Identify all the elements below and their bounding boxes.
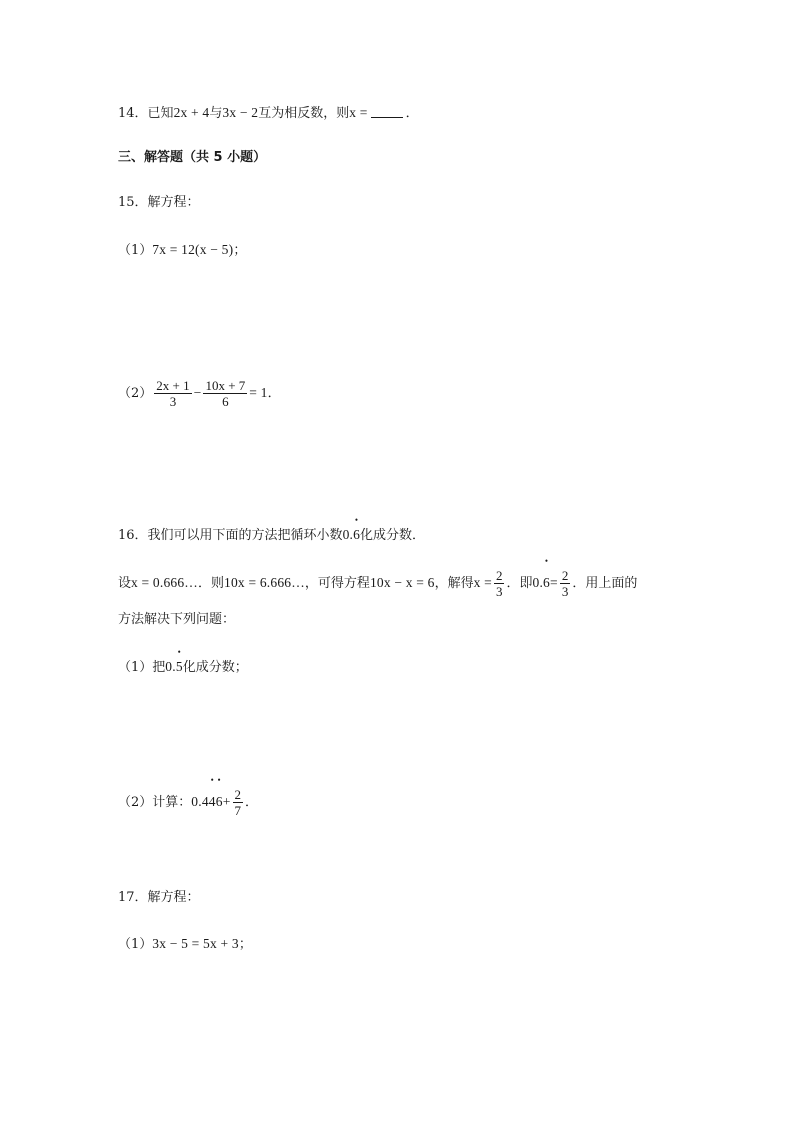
text: 化成分数．	[360, 528, 426, 543]
text: 化成分数；	[182, 660, 248, 675]
question-14	[118, 103, 419, 124]
decimal-part: 0.	[342, 527, 354, 542]
math-expression: x =	[473, 575, 492, 590]
denominator: 7	[234, 803, 242, 818]
question-number: 15．	[118, 195, 148, 210]
answer-blank	[371, 104, 403, 118]
repeat-dot: •	[177, 647, 181, 657]
numerator: 2	[561, 568, 569, 583]
question-17-part-1	[118, 934, 252, 955]
math-expression: 10x − x = 6	[369, 575, 435, 590]
part-label: （1）	[118, 660, 153, 675]
question-16-part-2	[118, 775, 259, 820]
repeating-decimal	[165, 647, 183, 674]
digit: 6	[543, 575, 550, 590]
repeat-dot: •	[544, 556, 549, 566]
question-stem: 解方程：	[147, 195, 200, 210]
repeating-decimal	[532, 556, 550, 590]
text: ，可得方程	[304, 576, 370, 591]
decimal-part: 0.	[532, 575, 544, 590]
text: ，解得	[434, 576, 474, 591]
math-expression: = 1	[249, 385, 268, 400]
question-16-line-3: 方法解决下列问题：	[118, 612, 236, 627]
punctuation: ；	[238, 937, 252, 952]
repeating-digit	[175, 647, 183, 677]
punctuation: ．	[245, 795, 259, 810]
question-15	[118, 193, 200, 213]
part-label: （2）	[118, 795, 153, 810]
math-expression: 3x − 2	[222, 105, 259, 120]
equation: 7x = 12(x − 5)	[152, 242, 234, 257]
digit: 5	[175, 659, 183, 674]
text: 互为相反数，则	[258, 106, 350, 121]
punctuation: ．	[267, 386, 281, 401]
operator: +	[222, 794, 231, 809]
digit: 4	[208, 794, 216, 809]
math-expression: x = 0.666…	[131, 575, 199, 590]
digit: 6	[215, 794, 223, 809]
text: ．则	[198, 576, 225, 591]
fraction	[494, 568, 505, 599]
denominator: 6	[222, 394, 229, 409]
operator: −	[193, 385, 202, 400]
denominator: 3	[561, 584, 569, 599]
math-expression: 2x + 4	[173, 105, 210, 120]
text: 计算：	[152, 795, 192, 810]
math-expression: 10x = 6.666…	[224, 575, 305, 590]
repeating-decimal	[342, 515, 361, 542]
text: 设	[118, 576, 132, 591]
repeat-dot: •	[210, 775, 214, 785]
repeat-dot: •	[217, 775, 221, 785]
denominator: 3	[169, 394, 177, 409]
part-label: （1）	[118, 937, 153, 952]
fraction	[560, 568, 571, 599]
numerator: 2	[495, 568, 503, 583]
repeating-digit	[215, 775, 223, 819]
digit: 6	[353, 527, 361, 542]
question-15-part-1	[118, 240, 246, 261]
repeating-digit	[353, 515, 361, 545]
text: 把	[152, 660, 166, 675]
part-label: （2）	[118, 386, 153, 401]
fraction	[203, 378, 247, 409]
question-number: 16．	[118, 528, 148, 543]
text: 与	[209, 106, 223, 121]
repeating-digit	[208, 775, 216, 819]
question-16-line-2	[118, 556, 638, 601]
punctuation: ；	[233, 243, 247, 258]
repeat-dot: •	[354, 515, 359, 525]
fraction	[154, 378, 191, 409]
punctuation: ．	[405, 106, 419, 121]
text: ．即	[506, 576, 533, 591]
text: ．用上面的	[572, 576, 638, 591]
operator: =	[549, 575, 558, 590]
question-16	[118, 515, 426, 546]
decimal-part: 0.	[165, 659, 176, 674]
question-number: 14．	[118, 106, 148, 121]
question-stem: 解方程：	[147, 890, 200, 905]
repeating-digit	[543, 556, 550, 600]
fraction	[233, 787, 244, 818]
numerator: 2x + 1	[156, 378, 190, 393]
text: 我们可以用下面的方法把循环小数	[147, 528, 343, 543]
numerator: 10x + 7	[205, 378, 246, 393]
math-expression: x =	[349, 105, 368, 120]
text: 已知	[147, 106, 174, 121]
denominator: 3	[495, 584, 503, 599]
question-16-part-1	[118, 647, 248, 678]
numerator: 2	[234, 787, 242, 802]
section-heading: 三、解答题（共 5 小题）	[118, 150, 267, 165]
question-number: 17．	[118, 890, 148, 905]
part-label: （1）	[118, 243, 153, 258]
equation: 3x − 5 = 5x + 3	[152, 936, 239, 951]
question-17	[118, 888, 200, 908]
decimal-part: 0.4	[191, 794, 209, 809]
repeating-decimal	[191, 775, 223, 809]
question-15-part-2	[118, 376, 281, 411]
